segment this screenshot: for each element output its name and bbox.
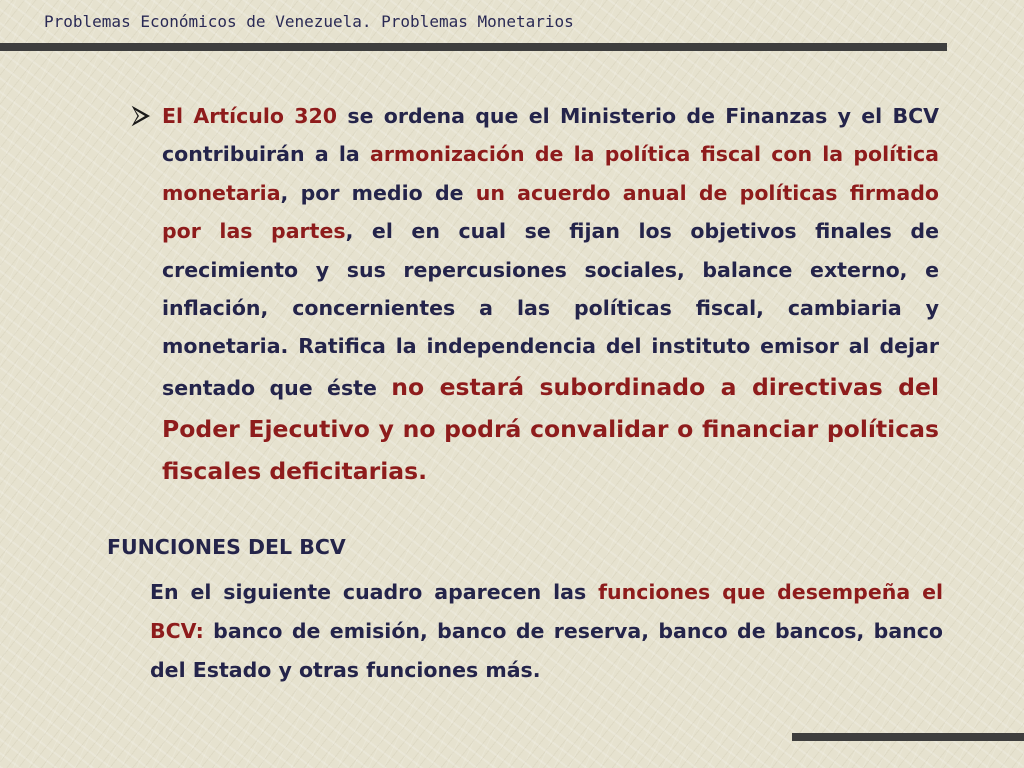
seg-acuerdo: un acuerdo anual de políticas firmado por las partes (162, 180, 939, 244)
seg-bancos: banco de emisión, banco de reserva, banco de bancos, banco del Estado y otras funciones más. (150, 619, 943, 682)
article-320-paragraph (162, 97, 939, 492)
seg-siguiente-cuadro: En el siguiente cuadro aparecen las (150, 580, 599, 604)
funciones-paragraph (150, 573, 943, 690)
footer-divider (792, 733, 1024, 741)
seg-el: El (162, 104, 194, 128)
header-divider (0, 43, 947, 51)
seg-objetivos: , el en cual se fijan los objetivos finales de crecimiento y sus repercusiones sociales, balance externo, e inflación, concernientes a las políticas fiscal, cambiaria y monetaria. Ratifica la independencia del instituto emisor al dejar sentado que éste (162, 219, 939, 400)
seg-ministerio: se ordena que el Ministerio de Finanzas y el BCV contribuirán a la (162, 104, 939, 167)
arrow-bullet-icon (131, 105, 151, 127)
slide-header-title: Problemas Económicos de Venezuela. Problemas Monetarios (44, 12, 574, 31)
seg-no-subordinado: no estará subordinado a directivas del Poder Ejecutivo y no podrá convalidar o financiar políticas fiscales deficitarias. (162, 372, 940, 485)
seg-funciones: funciones que desempeña el BCV: (150, 580, 943, 643)
seg-articulo: Artículo 320 (193, 104, 338, 128)
seg-por-medio: , por medio de (280, 180, 476, 205)
section-heading-funciones: FUNCIONES DEL BCV (107, 535, 346, 559)
seg-armonizacion: armonización de la política fiscal con la política monetaria (162, 142, 939, 205)
